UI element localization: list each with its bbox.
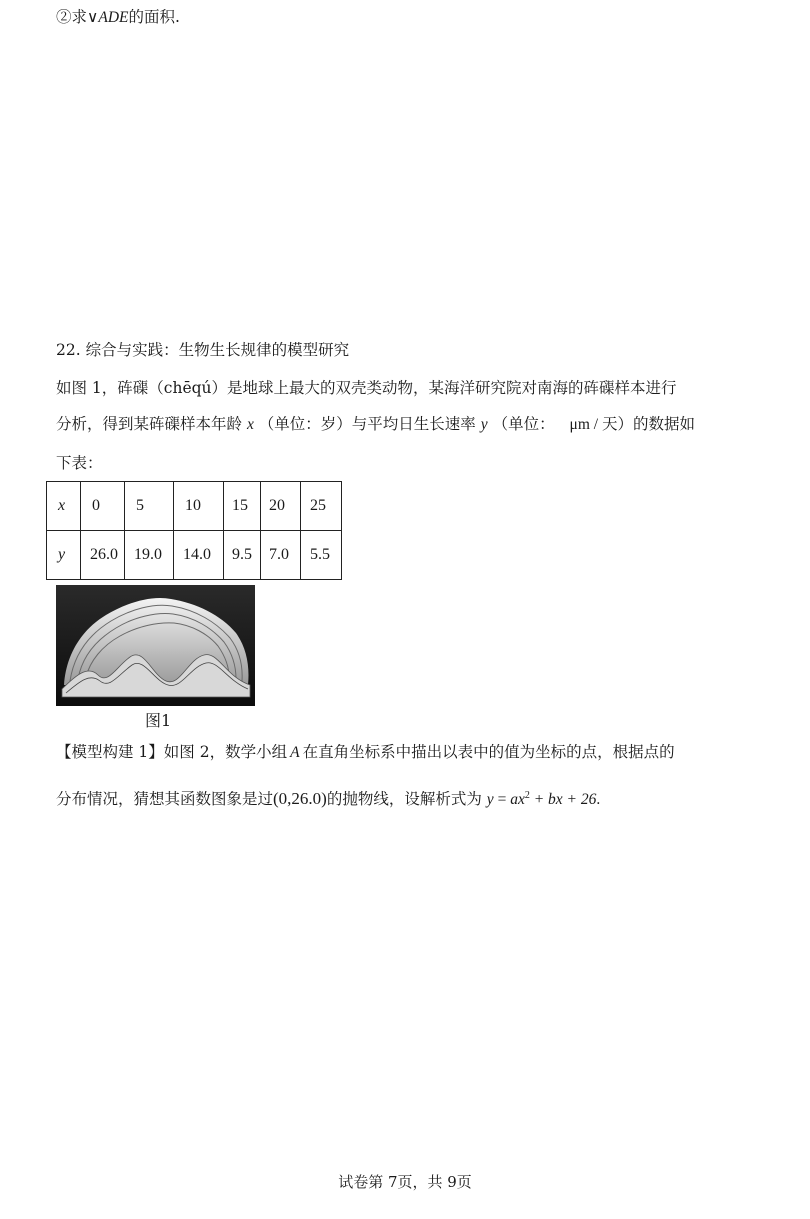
variable-x: x [246, 416, 254, 433]
q22-intro-line3: 下表： [56, 454, 103, 472]
table-cell: 15 [224, 482, 261, 531]
table-row [47, 482, 342, 531]
formula-square: 2 [524, 790, 530, 801]
model1-line2-part-b: 的抛物线，设解析式为 [326, 790, 482, 809]
intro2-part-b: （单位：岁）与平均日生长速率 [258, 415, 476, 433]
row-header-x: x [47, 482, 81, 531]
model1-line2-part-a: 分布情况，猜想其函数图象是过 [56, 790, 274, 809]
data-table [46, 481, 342, 580]
q21-part2 [56, 6, 180, 29]
q21-part2-prefix: ②求 [56, 8, 88, 26]
giant-clam-photo [56, 585, 255, 706]
table-cell: 20 [261, 482, 301, 531]
formula [487, 791, 600, 808]
variable-y: y [480, 416, 488, 433]
unit-label: μm / 天 [569, 416, 618, 433]
point-coordinate: (0,26.0) [273, 789, 327, 809]
table-cell: 26.0 [81, 531, 125, 580]
formula-period: . [596, 791, 601, 809]
table-cell: 7.0 [261, 531, 301, 580]
intro2-part-c: （单位： [492, 415, 555, 433]
formula-rest: + bx + 26 [529, 791, 597, 809]
table-row [47, 531, 342, 580]
formula-equals: = [493, 791, 511, 809]
q22-intro-line1: 如图 1，砗磲（chēqú）是地球上最大的双壳类动物，某海洋研究院对南海的砗磲样本进行 [56, 379, 677, 397]
table-cell: 9.5 [224, 531, 261, 580]
q22-intro-line2 [56, 413, 695, 436]
figure-1-caption: 图1 [145, 711, 172, 730]
table-cell: 0 [81, 482, 125, 531]
model1-line1 [56, 741, 675, 764]
page-footer: 试卷第 7页，共 9页 [338, 1173, 472, 1191]
model1-line1-part-b: 在直角坐标系中描出以表中的值为坐标的点，根据点的 [302, 743, 675, 761]
row-header-y: y [47, 531, 81, 580]
formula-y: y [486, 791, 494, 809]
intro2-part-a: 分析，得到某砗磲样本年龄 [56, 415, 243, 433]
model1-line2 [56, 785, 600, 811]
table-cell: 5 [125, 482, 174, 531]
model1-line1-part-a: 【模型构建 1】如图 2，数学小组 [56, 743, 288, 761]
triangle-name: ADE [98, 9, 129, 26]
table-cell: 5.5 [301, 531, 342, 580]
intro2-part-d: ）的数据如 [617, 415, 695, 433]
formula-ax: ax [510, 791, 525, 809]
table-cell: 10 [174, 482, 224, 531]
triangle-symbol: ∨ [87, 9, 99, 26]
table-cell: 19.0 [125, 531, 174, 580]
q22-heading: 22. 综合与实践：生物生长规律的模型研究 [56, 341, 350, 359]
q21-part2-suffix: 的面积. [128, 8, 180, 26]
group-A-label: A [290, 744, 300, 761]
table-cell: 14.0 [174, 531, 224, 580]
table-cell: 25 [301, 482, 342, 531]
